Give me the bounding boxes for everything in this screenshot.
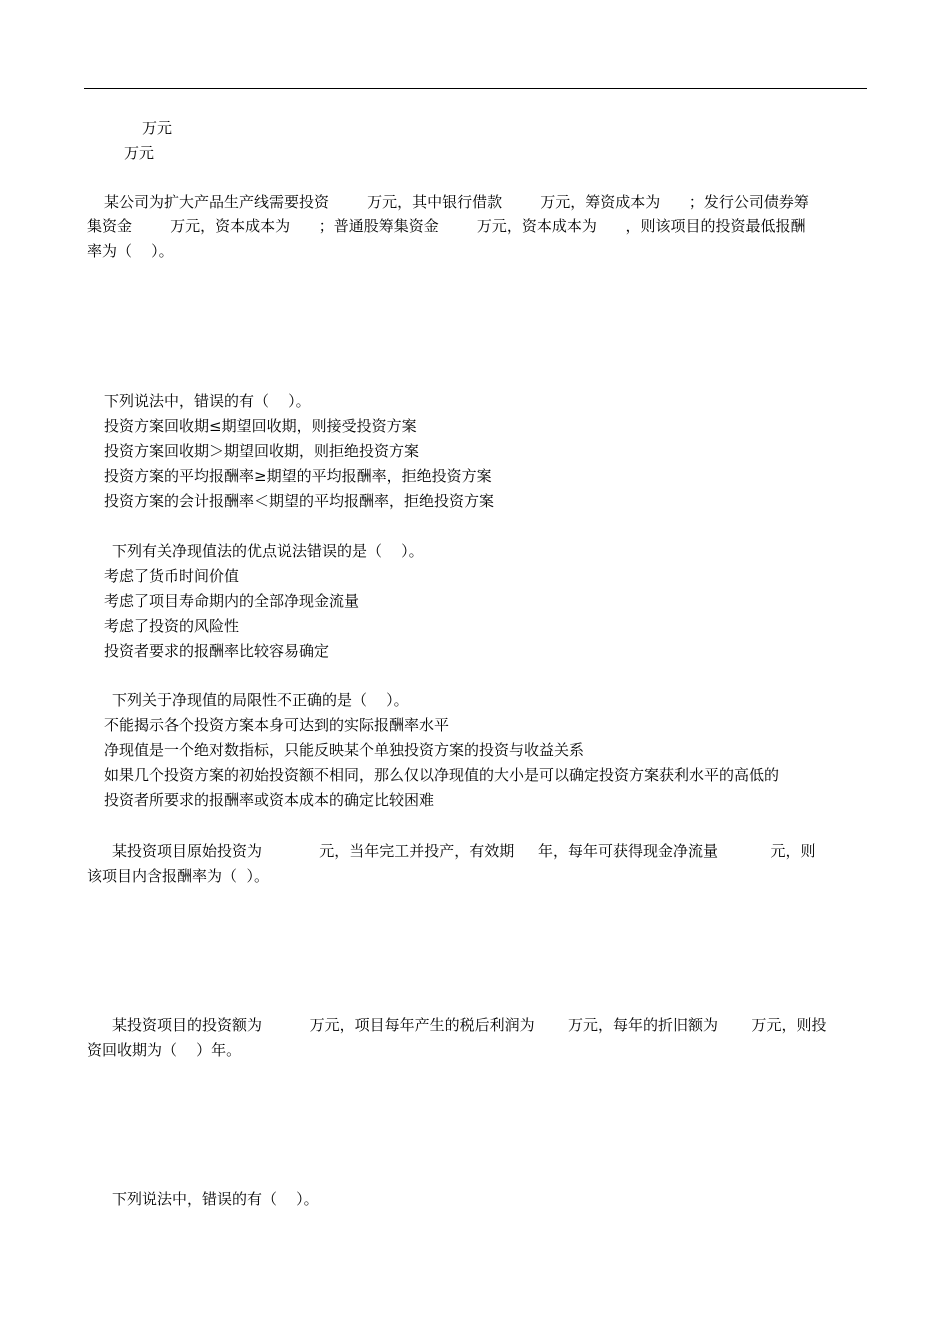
- question-text: 下列说法中，错误的有（ ）。: [112, 1190, 319, 1208]
- option-text: 如果几个投资方案的初始投资额不相同，那么仅以净现值的大小是可以确定投资方案获利水平的高低的: [104, 766, 780, 784]
- question-text: 某投资项目的投资额为 万元，项目每年产生的税后利润为 万元，每年的折旧额为 万元，则投: [112, 1016, 827, 1034]
- option-text: 投资方案回收期＞期望回收期，则拒绝投资方案: [104, 442, 420, 460]
- question-text: 下列说法中，错误的有（ ）。: [104, 392, 311, 410]
- question-text: 某投资项目原始投资为 元，当年完工并投产，有效期 年，每年可获得现金净流量 元，则: [112, 842, 816, 860]
- option-text: 投资者要求的报酬率比较容易确定: [104, 642, 330, 660]
- question-text: 某公司为扩大产品生产线需要投资 万元，其中银行借款 万元，筹资成本为 ；发行公司债券筹: [104, 193, 809, 211]
- option-text: 投资方案回收期≤期望回收期，则接受投资方案: [104, 417, 417, 435]
- option-text: 考虑了项目寿命期内的全部净现金流量: [104, 592, 360, 610]
- question-text: 资回收期为（ ）年。: [87, 1041, 242, 1059]
- option-text: 净现值是一个绝对数指标，只能反映某个单独投资方案的投资与收益关系: [104, 741, 585, 759]
- option-text: 投资者所要求的报酬率或资本成本的确定比较困难: [104, 791, 435, 809]
- question-text: 该项目内含报酬率为（ ）。: [87, 867, 270, 885]
- text-line: 万元: [124, 144, 155, 162]
- option-text: 投资方案的会计报酬率＜期望的平均报酬率，拒绝投资方案: [104, 492, 495, 510]
- question-text: 下列关于净现值的局限性不正确的是（ ）。: [112, 691, 409, 709]
- option-text: 投资方案的平均报酬率≥期望的平均报酬率，拒绝投资方案: [104, 467, 492, 485]
- question-text: 集资金 万元，资本成本为 ；普通股筹集资金 万元，资本成本为 ，则该项目的投资最低报酬: [87, 217, 806, 235]
- option-text: 不能揭示各个投资方案本身可达到的实际报酬率水平: [104, 716, 450, 734]
- header-rule: [84, 88, 867, 89]
- option-text: 考虑了货币时间价值: [104, 567, 240, 585]
- option-text: 考虑了投资的风险性: [104, 617, 240, 635]
- question-text: 下列有关净现值法的优点说法错误的是（ ）。: [112, 542, 424, 560]
- question-text: 率为（ ）。: [87, 242, 174, 260]
- text-line: 万元: [142, 119, 173, 137]
